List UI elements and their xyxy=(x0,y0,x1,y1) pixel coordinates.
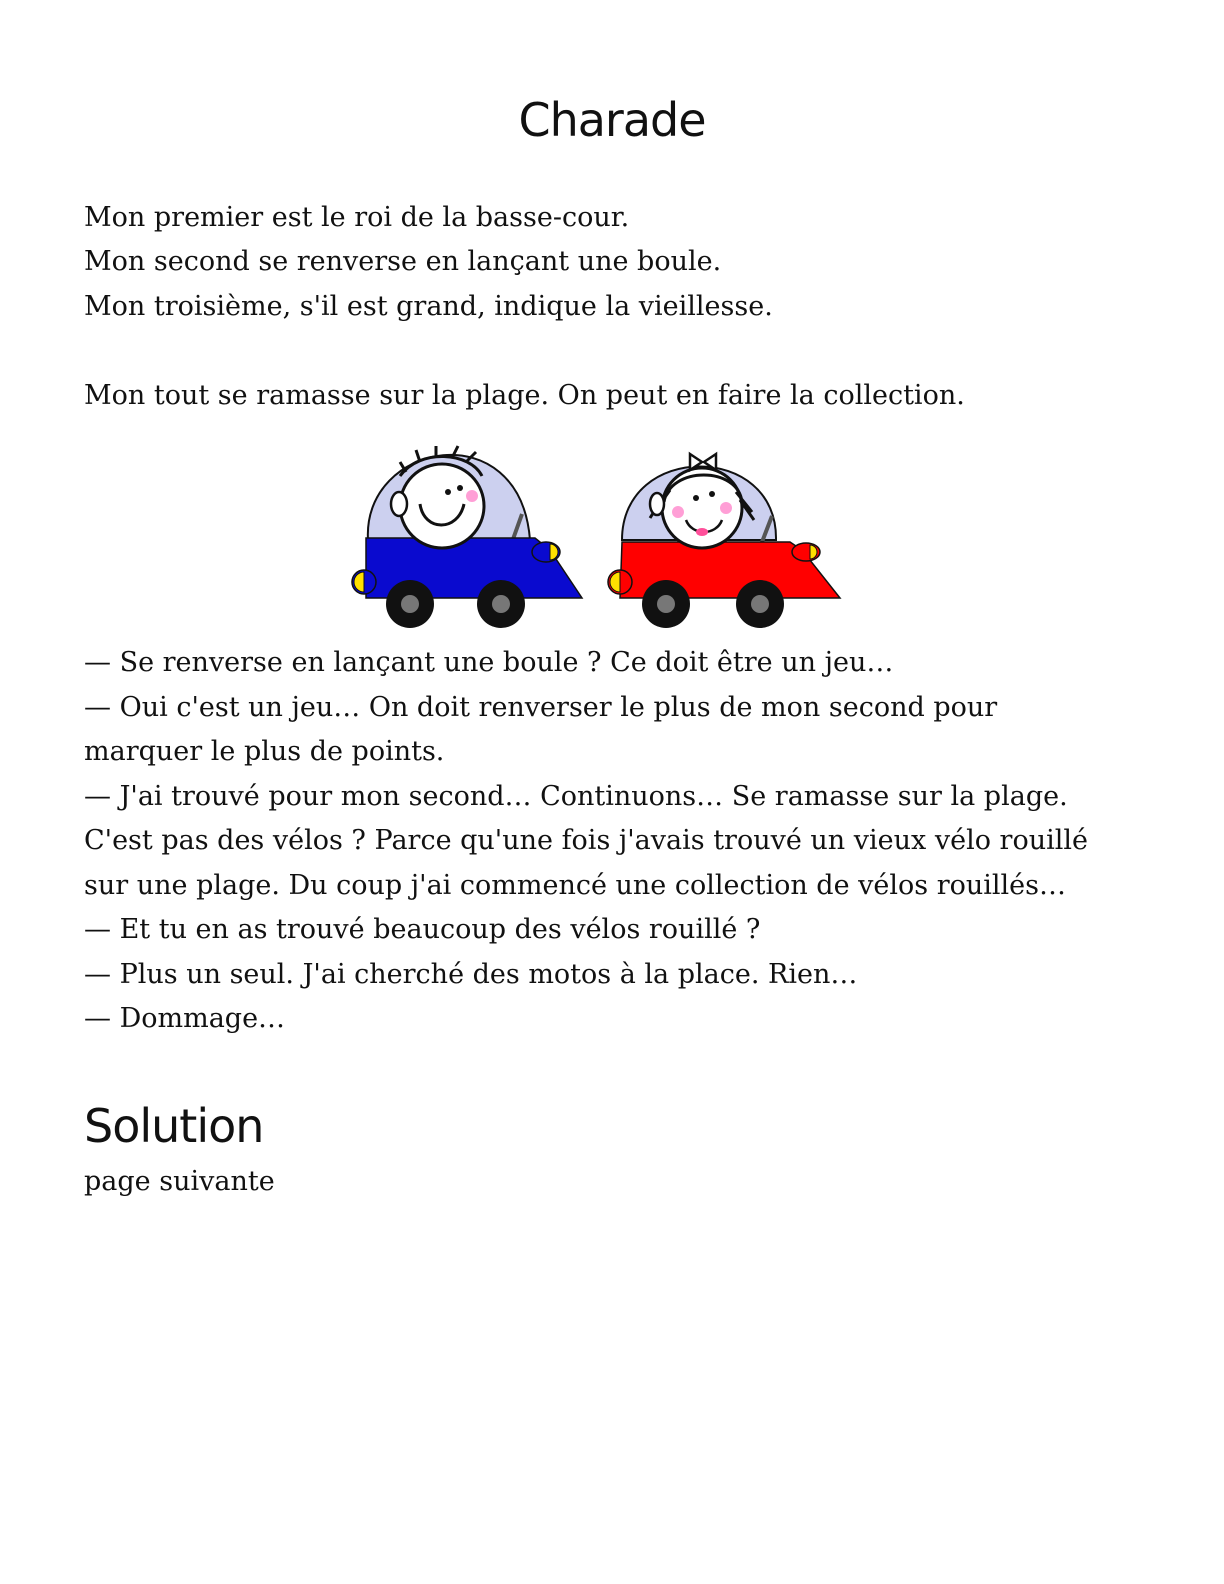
dialogue-line: C'est pas des vélos ? Parce qu'une fois j'avais trouvé un vieux vélo rouillé xyxy=(84,825,1088,856)
dialogue-line: — Et tu en as trouvé beaucoup des vélos rouillé ? xyxy=(84,914,761,945)
clue-line: Mon premier est le roi de la basse-cour. xyxy=(84,202,630,233)
red-car-girl xyxy=(608,454,840,628)
dialogue-line: — Oui c'est un jeu… On doit renverser le plus de mon second pour xyxy=(84,692,998,723)
dialogue-line: marquer le plus de points. xyxy=(84,736,445,767)
solution-heading: Solution xyxy=(84,1099,264,1153)
solution-text: page suivante xyxy=(84,1166,275,1197)
blue-car-boy xyxy=(352,446,582,628)
cars-illustration xyxy=(340,432,860,638)
whole-clue: Mon tout se ramasse sur la plage. On peut en faire la collection. xyxy=(84,380,965,411)
dialogue-line: sur une plage. Du coup j'ai commencé une collection de vélos rouillés… xyxy=(84,870,1067,901)
dialogue-line: — Plus un seul. J'ai cherché des motos à la place. Rien… xyxy=(84,959,858,990)
page-title: Charade xyxy=(518,93,706,147)
clue-line: Mon second se renverse en lançant une boule. xyxy=(84,246,722,277)
dialogue-line: — Se renverse en lançant une boule ? Ce doit être un jeu… xyxy=(84,647,894,678)
dialogue-line: — Dommage… xyxy=(84,1003,286,1034)
clue-line: Mon troisième, s'il est grand, indique la vieillesse. xyxy=(84,291,773,322)
dialogue-line: — J'ai trouvé pour mon second… Continuons… Se ramasse sur la plage. xyxy=(84,781,1068,812)
